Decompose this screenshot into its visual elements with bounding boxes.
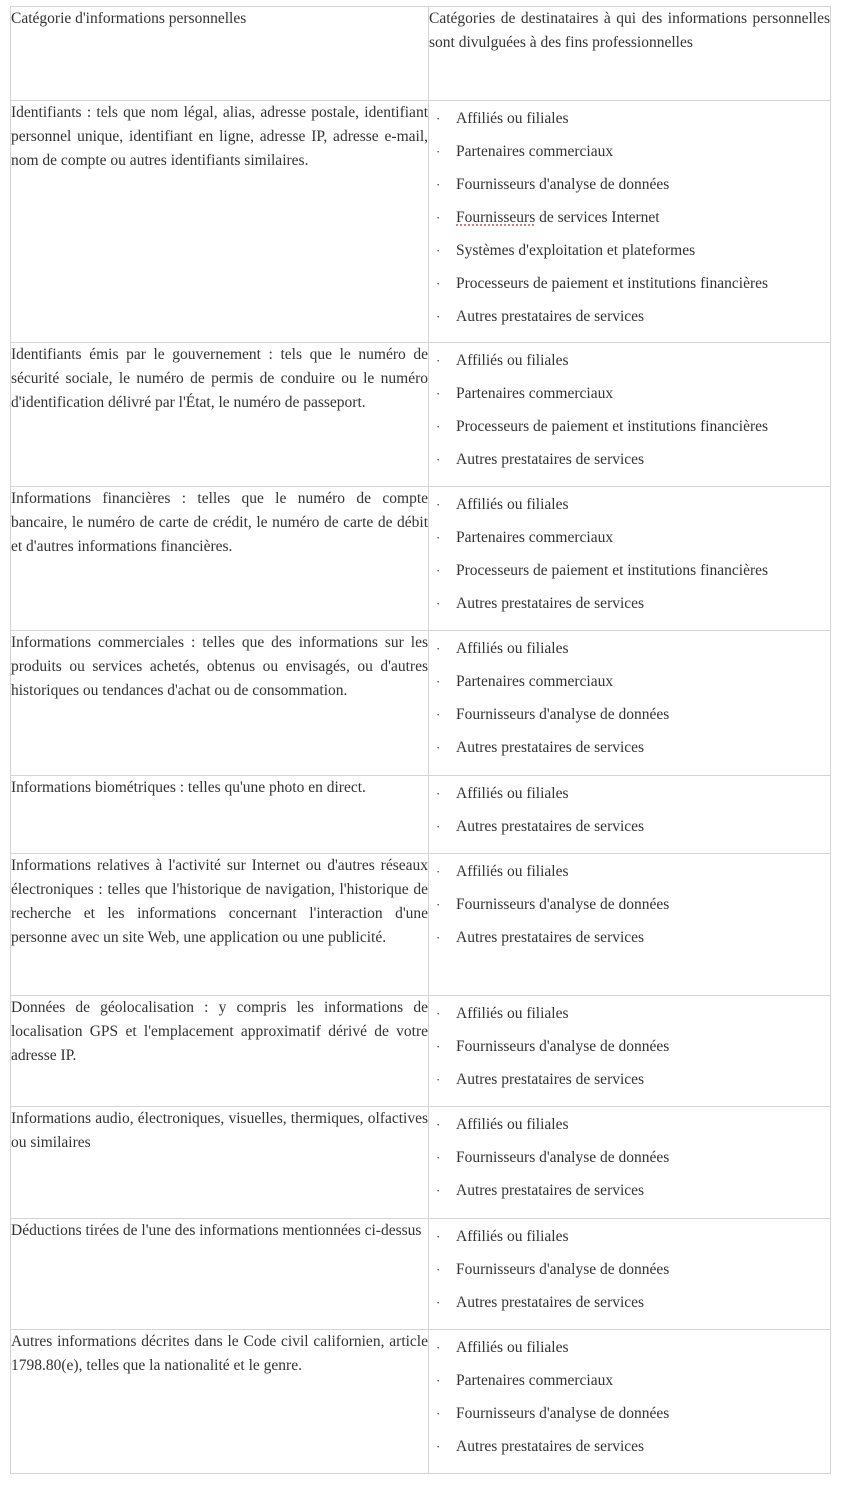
recipient-item	[429, 1002, 830, 1035]
bullet-icon: ·	[436, 210, 441, 225]
bullet-icon: ·	[436, 419, 441, 434]
bullet-icon: ·	[436, 1373, 441, 1388]
recipient-label: Partenaires commerciaux	[456, 673, 614, 690]
bullet-icon: ·	[436, 386, 441, 401]
recipients-cell	[429, 1330, 831, 1474]
spellcheck-underlined-word[interactable]: Fournisseurs	[456, 209, 536, 226]
table-row	[11, 487, 831, 631]
header-row	[11, 7, 831, 101]
recipient-label: Partenaires commerciaux	[456, 529, 614, 546]
bullet-icon: ·	[436, 563, 441, 578]
recipient-item	[429, 173, 830, 206]
recipient-item	[429, 1035, 830, 1068]
recipient-item	[429, 1435, 830, 1468]
recipient-item	[429, 815, 830, 848]
recipient-item	[429, 382, 830, 415]
recipient-item	[429, 1258, 830, 1291]
recipient-label: Fournisseurs d'analyse de données	[456, 706, 670, 723]
bullet-icon: ·	[436, 740, 441, 755]
recipient-label: Fournisseurs d'analyse de données	[456, 1405, 670, 1422]
recipient-list	[429, 1330, 830, 1468]
recipient-label: Fournisseurs d'analyse de données	[456, 176, 670, 193]
category-cell: Déductions tirées de l'une des informations mentionnées ci-dessus	[11, 1219, 429, 1330]
bullet-icon: ·	[436, 243, 441, 258]
recipient-label: Affiliés ou filiales	[456, 640, 569, 657]
recipient-item	[429, 1291, 830, 1324]
recipient-item	[429, 1336, 830, 1369]
recipient-label: Autres prestataires de services	[456, 595, 645, 612]
recipient-item	[429, 239, 830, 272]
recipients-cell	[429, 1219, 831, 1330]
table-row	[11, 1107, 831, 1219]
bullet-icon: ·	[436, 819, 441, 834]
recipients-cell	[429, 487, 831, 631]
recipients-cell	[429, 776, 831, 854]
recipient-label: Affiliés ou filiales	[456, 1005, 569, 1022]
recipient-item	[429, 107, 830, 140]
recipient-label: Autres prestataires de services	[456, 1071, 645, 1088]
recipient-label: Partenaires commerciaux	[456, 385, 614, 402]
bullet-icon: ·	[436, 530, 441, 545]
recipient-label: Fournisseurs d'analyse de données	[456, 1149, 670, 1166]
recipient-label: Autres prestataires de services	[456, 818, 645, 835]
recipient-label: Fournisseurs d'analyse de données	[456, 896, 670, 913]
bullet-icon: ·	[436, 641, 441, 656]
recipient-label: Fournisseurs d'analyse de données	[456, 1261, 670, 1278]
category-cell: Identifiants : tels que nom légal, alias, adresse postale, identifiant personnel unique, identifiant en ligne, adresse IP, adresse e-mail, nom de compte ou autres identifiants similaires.	[11, 101, 429, 343]
recipient-item	[429, 736, 830, 769]
recipient-list	[429, 996, 830, 1101]
recipient-item	[429, 206, 830, 239]
bullet-icon: ·	[436, 596, 441, 611]
recipient-item	[429, 559, 830, 592]
header-category: Catégorie d'informations personnelles	[11, 7, 429, 101]
recipient-list	[429, 854, 830, 959]
bullet-icon: ·	[436, 897, 441, 912]
recipient-label: Processeurs de paiement et institutions financières	[456, 562, 769, 579]
bullet-icon: ·	[436, 309, 441, 324]
recipient-label: Affiliés ou filiales	[456, 352, 569, 369]
bullet-icon: ·	[436, 1229, 441, 1244]
recipient-label: Autres prestataires de services	[456, 308, 645, 325]
recipient-label: Partenaires commerciaux	[456, 143, 614, 160]
bullet-icon: ·	[436, 786, 441, 801]
recipient-item	[429, 1113, 830, 1146]
recipient-label-rest: de services Internet	[535, 209, 660, 226]
table-row	[11, 343, 831, 487]
bullet-icon: ·	[436, 864, 441, 879]
bullet-icon: ·	[436, 1340, 441, 1355]
recipient-item	[429, 1068, 830, 1101]
bullet-icon: ·	[436, 1406, 441, 1421]
bullet-icon: ·	[436, 144, 441, 159]
disclosure-table	[10, 6, 831, 1474]
recipient-label: Autres prestataires de services	[456, 1182, 645, 1199]
recipient-label: Processeurs de paiement et institutions financières	[456, 418, 769, 435]
table-row	[11, 631, 831, 776]
category-cell: Informations relatives à l'activité sur Internet ou d'autres réseaux électroniques : telles que l'historique de navigation, l'historique de recherche et les informations concernant l'interaction d'une personne avec un site Web, une application ou une publicité.	[11, 854, 429, 996]
recipient-list	[429, 631, 830, 769]
recipient-item	[429, 1146, 830, 1179]
category-cell: Informations audio, électroniques, visuelles, thermiques, olfactives ou similaires	[11, 1107, 429, 1219]
table-row	[11, 996, 831, 1107]
recipient-item	[429, 272, 830, 305]
bullet-icon: ·	[436, 1183, 441, 1198]
category-cell: Informations financières : telles que le numéro de compte bancaire, le numéro de carte de crédit, le numéro de carte de débit et d'autres informations financières.	[11, 487, 429, 631]
bullet-icon: ·	[436, 1006, 441, 1021]
recipient-item	[429, 893, 830, 926]
recipient-item	[429, 1369, 830, 1402]
bullet-icon: ·	[436, 276, 441, 291]
bullet-icon: ·	[436, 1072, 441, 1087]
recipient-item	[429, 637, 830, 670]
recipient-list	[429, 776, 830, 848]
header-recipients: Catégories de destinataires à qui des informations personnelles sont divulguées à des fins professionnelles	[429, 7, 831, 101]
recipients-cell	[429, 101, 831, 343]
bullet-icon: ·	[436, 452, 441, 467]
recipient-label: Affiliés ou filiales	[456, 1116, 569, 1133]
recipients-cell	[429, 1107, 831, 1219]
recipient-item	[429, 670, 830, 703]
table-row	[11, 776, 831, 854]
recipient-label: Affiliés ou filiales	[456, 496, 569, 513]
recipient-label: Autres prestataires de services	[456, 1438, 645, 1455]
recipient-item	[429, 448, 830, 481]
bullet-icon: ·	[436, 1150, 441, 1165]
recipient-label: Affiliés ou filiales	[456, 785, 569, 802]
recipients-cell	[429, 996, 831, 1107]
bullet-icon: ·	[436, 177, 441, 192]
bullet-icon: ·	[436, 1039, 441, 1054]
recipient-list	[429, 101, 830, 338]
recipient-item	[429, 860, 830, 893]
recipient-list	[429, 343, 830, 481]
recipient-item	[429, 415, 830, 448]
bullet-icon: ·	[436, 353, 441, 368]
recipient-item	[429, 305, 830, 338]
bullet-icon: ·	[436, 111, 441, 126]
recipient-label: Fournisseurs d'analyse de données	[456, 1038, 670, 1055]
bullet-icon: ·	[436, 1295, 441, 1310]
table-row	[11, 1330, 831, 1474]
recipient-item	[429, 140, 830, 173]
recipients-cell	[429, 631, 831, 776]
recipients-cell	[429, 343, 831, 487]
recipient-label: Autres prestataires de services	[456, 451, 645, 468]
bullet-icon: ·	[436, 1439, 441, 1454]
recipient-label: Affiliés ou filiales	[456, 110, 569, 127]
recipient-item	[429, 1402, 830, 1435]
bullet-icon: ·	[436, 1262, 441, 1277]
recipient-item	[429, 926, 830, 959]
table-row	[11, 854, 831, 996]
table-row	[11, 101, 831, 343]
recipient-label: Autres prestataires de services	[456, 1294, 645, 1311]
recipient-label: Affiliés ou filiales	[456, 863, 569, 880]
recipient-item	[429, 1225, 830, 1258]
recipient-label: Autres prestataires de services	[456, 929, 645, 946]
recipient-item	[429, 349, 830, 382]
recipient-list	[429, 1219, 830, 1324]
recipient-label: Processeurs de paiement et institutions financières	[456, 275, 769, 292]
bullet-icon: ·	[436, 930, 441, 945]
recipient-label: Systèmes d'exploitation et plateformes	[456, 242, 696, 259]
recipient-item	[429, 703, 830, 736]
recipient-list	[429, 1107, 830, 1212]
bullet-icon: ·	[436, 674, 441, 689]
bullet-icon: ·	[436, 707, 441, 722]
bullet-icon: ·	[436, 1117, 441, 1132]
table-row	[11, 1219, 831, 1330]
recipient-item	[429, 592, 830, 625]
bullet-icon: ·	[436, 497, 441, 512]
recipient-item	[429, 526, 830, 559]
recipient-label: Affiliés ou filiales	[456, 1339, 569, 1356]
recipient-item	[429, 782, 830, 815]
recipient-label: Affiliés ou filiales	[456, 1228, 569, 1245]
recipient-label: Autres prestataires de services	[456, 739, 645, 756]
recipients-cell	[429, 854, 831, 996]
category-cell: Identifiants émis par le gouvernement : tels que le numéro de sécurité sociale, le numéro de permis de conduire ou le numéro d'identification délivré par l'État, le numéro de passeport.	[11, 343, 429, 487]
recipient-list	[429, 487, 830, 625]
category-cell: Données de géolocalisation : y compris les informations de localisation GPS et l'emplacement approximatif dérivé de votre adresse IP.	[11, 996, 429, 1107]
recipient-item	[429, 493, 830, 526]
recipient-label: Partenaires commerciaux	[456, 1372, 614, 1389]
recipient-item	[429, 1179, 830, 1212]
category-cell: Autres informations décrites dans le Code civil californien, article 1798.80(e), telles que la nationalité et le genre.	[11, 1330, 429, 1474]
category-cell: Informations commerciales : telles que des informations sur les produits ou services achetés, obtenus ou envisagés, ou d'autres historiques ou tendances d'achat ou de consommation.	[11, 631, 429, 776]
category-cell: Informations biométriques : telles qu'une photo en direct.	[11, 776, 429, 854]
